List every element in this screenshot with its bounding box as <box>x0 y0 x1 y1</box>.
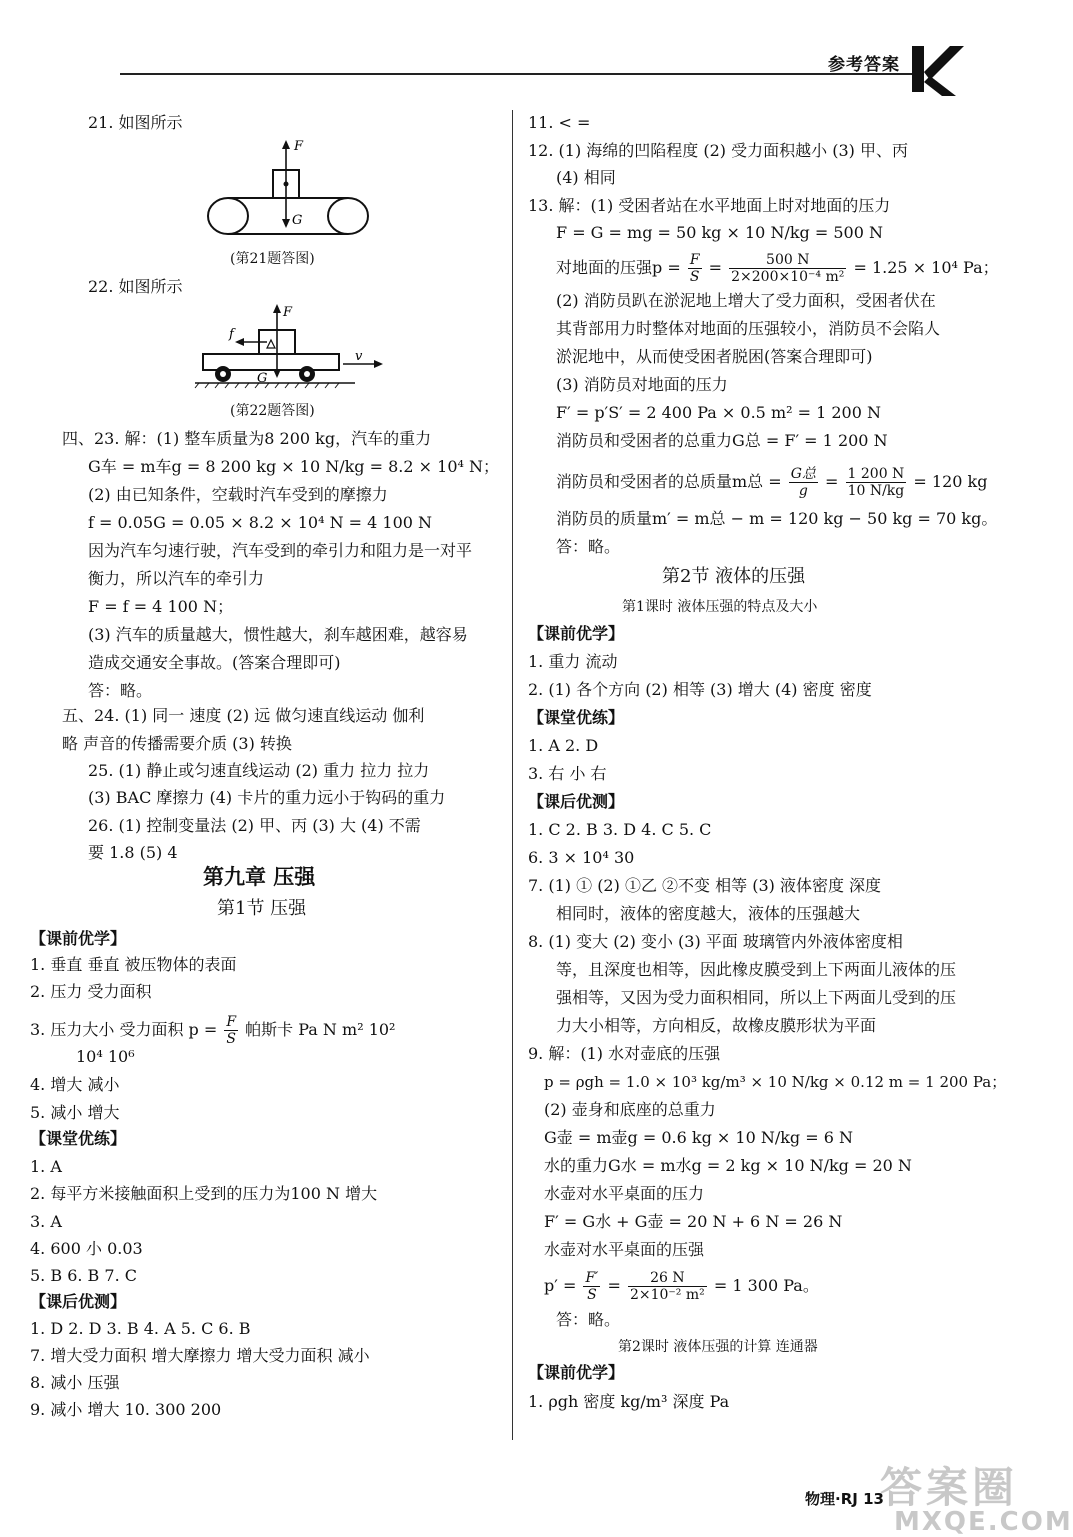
left-line: 7. 增大受力面积 增大摩擦力 增大受力面积 减小 <box>30 1346 370 1365</box>
fig22-label-G: G <box>257 371 268 386</box>
right-line: 相同时，液体的密度越大，液体的压强越大 <box>556 904 861 923</box>
right-line: 水壶对水平桌面的压强 <box>544 1240 705 1259</box>
column-divider <box>512 110 513 1440</box>
lesson-title: 第2课时 液体压强的计算 连通器 <box>618 1339 818 1355</box>
right-line: G壶 = m壶g = 0.6 kg × 10 N/kg = 6 N <box>544 1128 854 1147</box>
right-line: 1. 重力 流动 <box>528 652 618 671</box>
right-line: (2) 壶身和底座的总重力 <box>544 1100 716 1119</box>
section-title: 第2节 液体的压强 <box>662 566 806 587</box>
left-line: 衡力，所以汽车的牵引力 <box>88 569 265 588</box>
left-line: f = 0.05G = 0.05 × 8.2 × 10⁴ N = 4 100 N <box>88 513 433 532</box>
right-line: 其背部用力时整体对地面的压强较小，消防员不会陷人 <box>556 319 941 338</box>
right-line: (3) 消防员对地面的压力 <box>556 375 728 394</box>
page-number: 13 <box>863 1490 884 1508</box>
left-line: F = f = 4 100 N； <box>88 597 234 616</box>
right-line: 消防员和受困者的总重力G总 = F′ = 1 200 N <box>556 431 888 450</box>
right-line: 3. 右 小 右 <box>528 764 607 783</box>
right-line: (2) 消防员趴在淤泥地上增大了受力面积，受困者伏在 <box>556 291 936 310</box>
fig22-caption: (第22题答图) <box>230 403 315 419</box>
watermark-url: MXQE.COM <box>894 1507 1073 1537</box>
subsection-heading: 【课前优学】 <box>30 929 127 948</box>
right-line: 答：略。 <box>556 537 621 556</box>
q21-text: 21. 如图所示 <box>88 113 183 132</box>
fig22-label-v: v <box>355 349 363 364</box>
left-line: G车 = m车g = 8 200 kg × 10 N/kg = 8.2 × 10⁴ N； <box>88 457 499 476</box>
left-line: 5. B 6. B 7. C <box>30 1266 137 1285</box>
right-line: 力大小相等，方向相反，故橡皮膜形状为平面 <box>556 1016 877 1035</box>
fig21-caption: (第21题答图) <box>230 251 315 267</box>
lesson-title: 第1课时 液体压强的特点及大小 <box>622 599 818 615</box>
pressure-fraction: $\frac{F}{S}$ <box>226 1014 237 1047</box>
right-line: 2. (1) 各个方向 (2) 相等 (3) 增大 (4) 密度 密度 <box>528 680 872 699</box>
right-line: 13. 解：(1) 受困者站在水平地面上时对地面的压力 <box>528 196 891 215</box>
right-line: 淤泥地中，从而使受困者脱困(答案合理即可) <box>556 347 873 366</box>
book-logo-icon <box>906 42 966 98</box>
footer-subject: 物理·RJ <box>805 1490 858 1508</box>
left-line: 造成交通安全事故。(答案合理即可) <box>88 653 341 672</box>
header-rule <box>120 73 920 75</box>
subsection-heading: 【课后优测】 <box>528 792 625 811</box>
right-line: 12. (1) 海绵的凹陷程度 (2) 受力面积越小 (3) 甲、丙 <box>528 141 908 160</box>
fig21-label-F: F <box>294 139 304 154</box>
right-line: 水的重力G水 = m水g = 2 kg × 10 N/kg = 20 N <box>544 1156 912 1175</box>
formula-line: 3. 压力大小 受力面积 p = $\frac{F}{S}$ 帕斯卡 Pa N m² 10² <box>30 1014 396 1047</box>
watermark-main: 答案圈 <box>880 1463 1019 1512</box>
right-line: 强相等，又因为受力面积相同，所以上下两面儿受到的压 <box>556 988 957 1007</box>
figure-22-cart <box>195 302 390 397</box>
right-line: F′ = p′S′ = 2 400 Pa × 0.5 m² = 1 200 N <box>556 403 881 422</box>
right-line: 水壶对水平桌面的压力 <box>544 1184 705 1203</box>
left-line: (3) BAC 摩擦力 (4) 卡片的重力远小于钩码的重力 <box>88 788 446 807</box>
left-line: 1. A <box>30 1157 62 1176</box>
figure-21-conveyor <box>200 138 380 250</box>
right-line: (4) 相同 <box>556 168 616 187</box>
left-line: 因为汽车匀速行驶，汽车受到的牵引力和阻力是一对平 <box>88 541 473 560</box>
right-line: 消防员的质量m′ = m总 − m = 120 kg − 50 kg = 70 kg。 <box>556 509 998 528</box>
right-line: 9. 解：(1) 水对壶底的压强 <box>528 1044 721 1063</box>
left-line: 要 1.8 (5) 4 <box>88 843 178 862</box>
subsection-heading: 【课前优学】 <box>528 1363 625 1382</box>
left-line: 答：略。 <box>88 681 153 700</box>
left-line: 1. 垂直 垂直 被压物体的表面 <box>30 955 237 974</box>
left-line: 略 声音的传播需要介质 (3) 转换 <box>62 734 292 753</box>
formula-line: 消防员和受困者的总质量m总 = $\frac{\text{G总}}{g}$ = $\frac{1 200 N}{10 N/kg}$ = 120 kg <box>556 466 988 499</box>
left-line: 2. 压力 受力面积 <box>30 982 152 1001</box>
subsection-heading: 【课堂优练】 <box>30 1129 127 1148</box>
left-line: (2) 由已知条件，空载时汽车受到的摩擦力 <box>88 485 388 504</box>
formula-line: 对地面的压强p = $\frac{F}{S}$ = $\frac{500 N}{\text{2×200×10⁻⁴ m²}}$ = 1.25 × 10⁴ Pa； <box>556 252 999 285</box>
q22-text: 22. 如图所示 <box>88 277 183 296</box>
left-line: 25. (1) 静止或匀速直线运动 (2) 重力 拉力 拉力 <box>88 761 430 780</box>
page-footer <box>805 1488 884 1509</box>
right-line: 答：略。 <box>556 1310 621 1329</box>
left-line: 四、23. 解：(1) 整车质量为8 200 kg，汽车的重力 <box>62 429 432 448</box>
left-line: 8. 减小 压强 <box>30 1373 120 1392</box>
right-line: 11. < = <box>528 113 591 132</box>
left-line: 9. 减小 增大 10. 300 200 <box>30 1400 222 1419</box>
left-line: 1. D 2. D 3. B 4. A 5. C 6. B <box>30 1319 251 1338</box>
header-title: 参考答案 <box>828 55 900 75</box>
right-line: 等，且深度也相等，因此橡皮膜受到上下两面儿液体的压 <box>556 960 957 979</box>
section-title: 第1节 压强 <box>217 898 307 919</box>
right-line: 1. A 2. D <box>528 736 599 755</box>
right-line: F = G = mg = 50 kg × 10 N/kg = 500 N <box>556 223 883 242</box>
fig21-label-G: G <box>292 213 303 228</box>
left-line: 26. (1) 控制变量法 (2) 甲、丙 (3) 大 (4) 不需 <box>88 816 421 835</box>
fig22-label-f: f <box>229 327 234 342</box>
left-line: 五、24. (1) 同一 速度 (2) 远 做匀速直线运动 伽利 <box>62 706 425 725</box>
left-line: 4. 600 小 0.03 <box>30 1239 143 1258</box>
right-line: 1. ρgh 密度 kg/m³ 深度 Pa <box>528 1392 730 1411</box>
watermark <box>880 1455 1073 1537</box>
right-line: 1. C 2. B 3. D 4. C 5. C <box>528 820 712 839</box>
right-line: 8. (1) 变大 (2) 变小 (3) 平面 玻璃管内外液体密度相 <box>528 932 903 951</box>
left-line: 10⁴ 10⁶ <box>76 1047 135 1066</box>
right-line: p = ρgh = 1.0 × 10³ kg/m³ × 10 N/kg × 0.12 m = 1 200 Pa； <box>544 1073 1007 1091</box>
left-line: 2. 每平方米接触面积上受到的压力为100 N 增大 <box>30 1184 378 1203</box>
right-line: 6. 3 × 10⁴ 30 <box>528 848 635 867</box>
formula-line: p′ = $\frac{F'}{S}$ = $\frac{26 N}{\text{2×10⁻² m²}}$ = 1 300 Pa。 <box>544 1270 819 1303</box>
left-line: 5. 减小 增大 <box>30 1103 120 1122</box>
right-line: 7. (1) ① (2) ①乙 ②不变 相等 (3) 液体密度 深度 <box>528 876 882 895</box>
chapter-title: 第九章 压强 <box>203 864 316 889</box>
left-line: 4. 增大 减小 <box>30 1075 120 1094</box>
subsection-heading: 【课前优学】 <box>528 624 625 643</box>
subsection-heading: 【课堂优练】 <box>528 708 625 727</box>
left-line: (3) 汽车的质量越大，惯性越大，刹车越困难，越容易 <box>88 625 468 644</box>
subsection-heading: 【课后优测】 <box>30 1292 127 1311</box>
left-line: 3. A <box>30 1212 62 1231</box>
fig22-label-F: F <box>283 305 293 320</box>
right-line: F′ = G水 + G壶 = 20 N + 6 N = 26 N <box>544 1212 843 1231</box>
